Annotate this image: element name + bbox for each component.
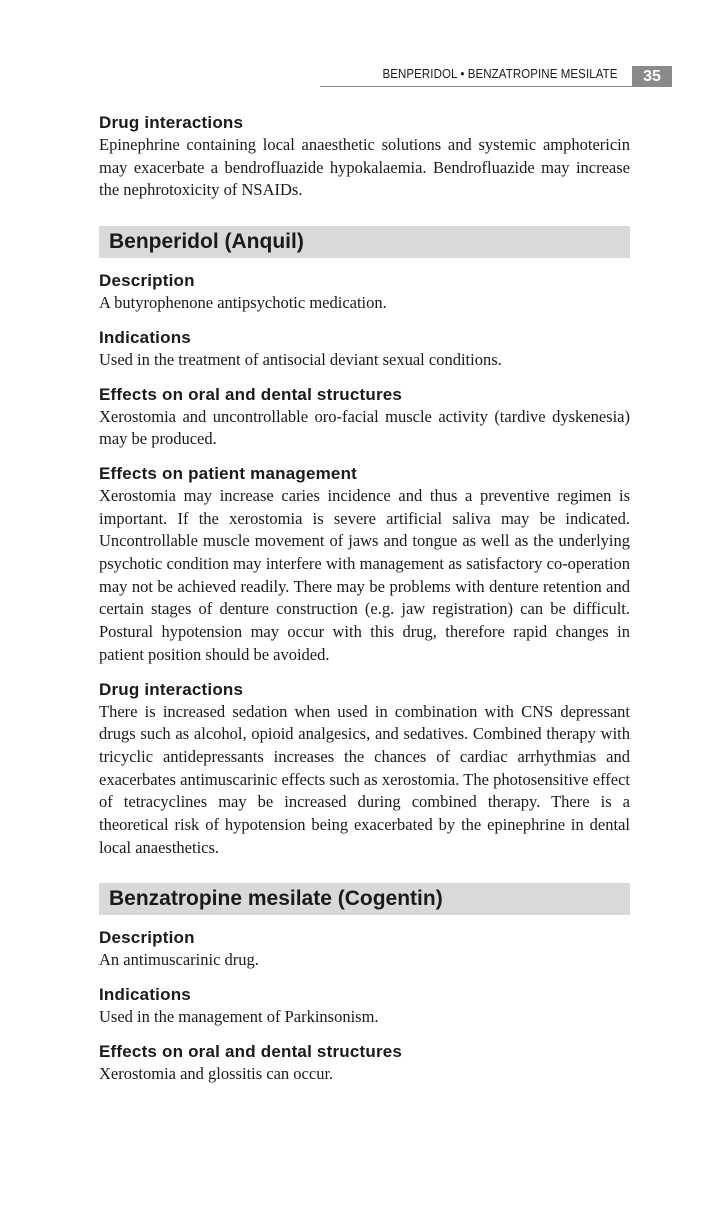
benzatropine-indications-heading: Indications xyxy=(99,985,191,1005)
benperidol-indications-text: Used in the treatment of antisocial deviant sexual conditions. xyxy=(99,349,502,369)
benperidol-section xyxy=(99,226,630,859)
benperidol-effects-patient-text: Xerostomia may increase caries incidence and thus a preventive regimen is important. If the xerostomia is severe artificial saliva may be indicated. Uncontrollable muscle movement of jaws and tongue as well as the underlying psychotic condition may interfere with management as satisfactory co-operation may not be achieved readily. There may be problems with denture retention and certain stages of denture construction (e.g. jaw registration) can be difficult. Postural hypotension may occur with this drug, therefore rapid changes in patient position should be avoided. xyxy=(99,485,630,664)
benzatropine-effects-oral-text: Xerostomia and glossitis can occur. xyxy=(99,1063,334,1083)
benperidol-effects-oral-text: Xerostomia and uncontrollable oro-facial muscle activity (tardive dyskenesia) may be produced. xyxy=(99,406,630,449)
benzatropine-description-text: An antimuscarinic drug. xyxy=(99,950,259,970)
benzatropine-title: Benzatropine mesilate (Cogentin) xyxy=(99,883,630,915)
benperidol-effects-patient-heading: Effects on patient management xyxy=(99,463,358,483)
running-head-rule xyxy=(320,86,632,87)
running-head xyxy=(320,66,672,88)
benzatropine-description-heading: Description xyxy=(99,928,195,948)
page-number: 35 xyxy=(632,66,672,87)
page-content xyxy=(99,112,630,1098)
intro-interactions-text: Epinephrine containing local anaesthetic solutions and systemic amphotericin may exacerbate a bendrofluazide hypokalaemia. Bendrofluazide may increase the nephrotoxicity of NSAIDs. xyxy=(99,135,630,200)
benperidol-description-heading: Description xyxy=(99,271,195,291)
benperidol-description-text: A butyrophenone antipsychotic medication. xyxy=(99,293,387,313)
benzatropine-section xyxy=(99,883,630,1085)
benperidol-interactions-text: There is increased sedation when used in combination with CNS depressant drugs such as alcohol, opioid analgesics, and sedatives. Combined therapy with tricyclic antidepressants increases the chances of cardiac arrhythmias and exacerbates antimuscarinic effects such as xerostomia. The photosensitive effect of tetracyclines may be increased during combined therapy. There is a theoretical risk of hypotension being exacerbated by the epinephrine in dental local anaesthetics. xyxy=(99,701,630,857)
benzatropine-indications-text: Used in the management of Parkinsonism. xyxy=(99,1007,379,1027)
benperidol-interactions-heading: Drug interactions xyxy=(99,679,244,699)
benperidol-title: Benperidol (Anquil) xyxy=(99,226,630,258)
benperidol-effects-oral-heading: Effects on oral and dental structures xyxy=(99,384,403,404)
intro-section xyxy=(99,112,630,202)
intro-interactions-heading: Drug interactions xyxy=(99,113,244,132)
running-head-title: BENPERIDOL • BENZATROPINE MESILATE xyxy=(382,67,618,81)
benperidol-indications-heading: Indications xyxy=(99,327,191,347)
benzatropine-effects-oral-heading: Effects on oral and dental structures xyxy=(99,1041,403,1061)
